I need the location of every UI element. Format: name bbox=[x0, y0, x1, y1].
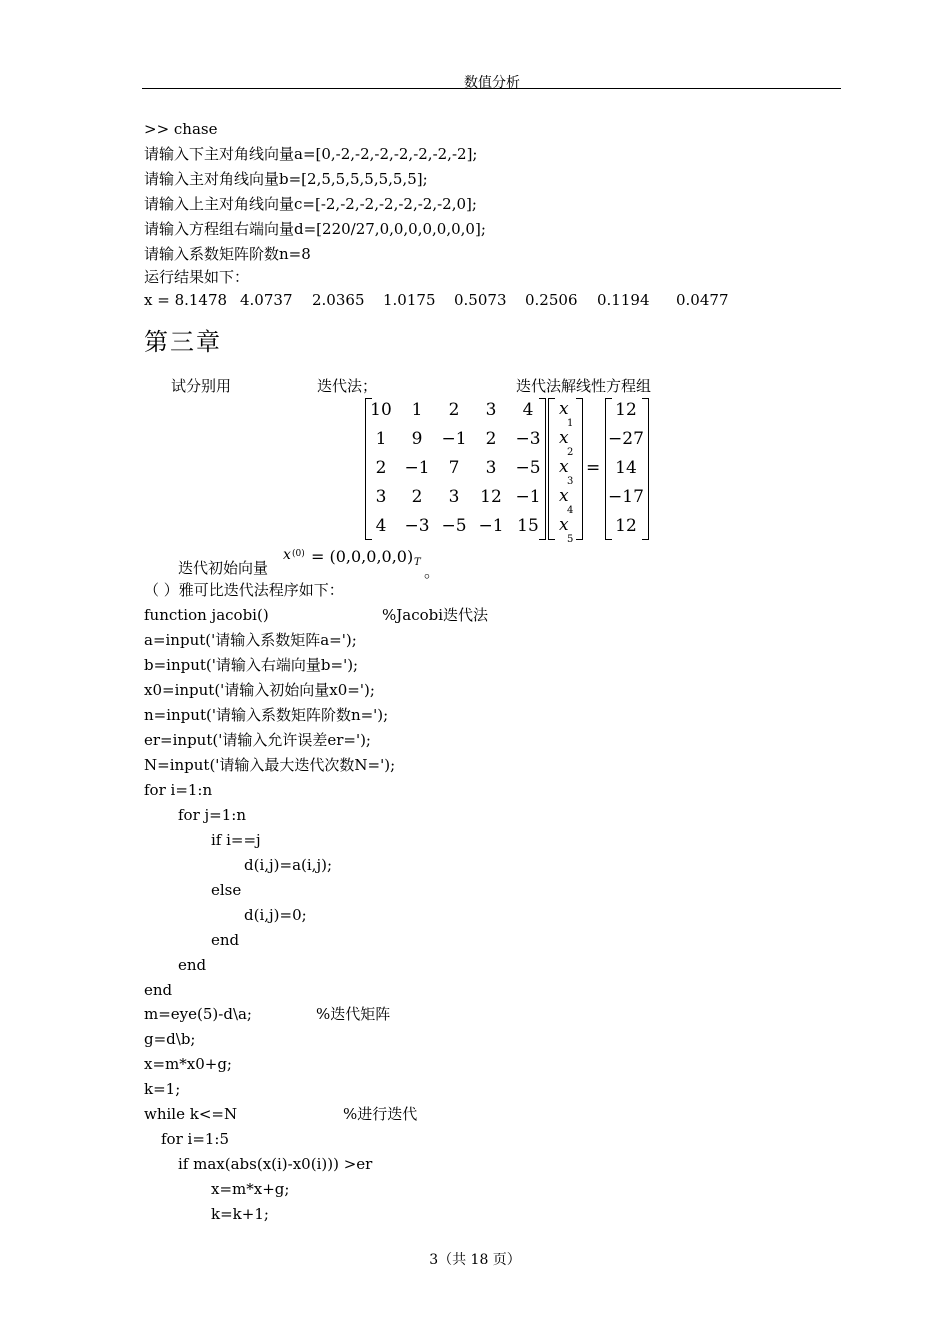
result-value: 0.5073 bbox=[454, 291, 507, 309]
code-line: a=input('请输入系数矩阵a='); bbox=[144, 631, 357, 649]
unknown-x: x bbox=[559, 515, 569, 535]
rhs-cell: 14 bbox=[615, 458, 637, 478]
matrix-cell: −1 bbox=[441, 429, 467, 449]
init-x: x bbox=[283, 547, 291, 563]
section-intro: （ ）雅可比迭代法程序如下： bbox=[144, 581, 344, 599]
result-row bbox=[144, 291, 764, 309]
code-comment: %迭代矩阵 bbox=[316, 1005, 391, 1023]
rhs-cell: 12 bbox=[615, 400, 637, 420]
code-comment: %进行迭代 bbox=[343, 1105, 418, 1123]
matrix-cell: 2 bbox=[411, 487, 423, 507]
code-line: if i==j bbox=[211, 831, 261, 849]
code-line: d(i,j)=0; bbox=[244, 906, 307, 924]
matrix-cell: −5 bbox=[515, 458, 541, 478]
init-value: = (0,0,0,0,0) bbox=[311, 547, 414, 566]
result-value: 0.0477 bbox=[676, 291, 729, 309]
matrix-cell: 10 bbox=[370, 400, 392, 420]
matrix-equation bbox=[362, 396, 662, 545]
console-line: 运行结果如下： bbox=[144, 268, 250, 286]
unknown-subscript: 2 bbox=[567, 447, 574, 458]
code-line: end bbox=[178, 956, 207, 974]
matrix-cell: 3 bbox=[485, 458, 497, 478]
unknown-x: x bbox=[559, 457, 569, 477]
console-line: 请输入下主对角线向量a=[0,-2,-2,-2,-2,-2,-2,-2]; bbox=[144, 145, 478, 163]
matrix-cell: 1 bbox=[375, 429, 387, 449]
matrix-cell: −3 bbox=[404, 516, 430, 536]
result-value: 0.1194 bbox=[597, 291, 650, 309]
code-line: for i=1:n bbox=[144, 781, 213, 799]
result-value: 2.0365 bbox=[312, 291, 365, 309]
code-line: end bbox=[144, 981, 173, 999]
matrix-cell: 4 bbox=[375, 516, 387, 536]
code-line: x=m*x+g; bbox=[211, 1180, 290, 1198]
matrix-cell: 3 bbox=[448, 487, 460, 507]
code-line: m=eye(5)-d\a; bbox=[144, 1005, 252, 1023]
code-line: N=input('请输入最大迭代次数N='); bbox=[144, 756, 396, 774]
matrix-cell: −1 bbox=[404, 458, 430, 478]
init-period: 。 bbox=[424, 562, 441, 581]
matrix-cell: 2 bbox=[485, 429, 497, 449]
code-line: end bbox=[211, 931, 240, 949]
code-line: d(i,j)=a(i,j); bbox=[244, 856, 333, 874]
code-line: k=1; bbox=[144, 1080, 181, 1098]
code-line: for i=1:5 bbox=[161, 1130, 230, 1148]
equals-sign: = bbox=[586, 458, 601, 478]
matrix-cell: 12 bbox=[480, 487, 502, 507]
matrix-cell: −1 bbox=[478, 516, 504, 536]
code-line: b=input('请输入右端向量b='); bbox=[144, 656, 359, 674]
unknown-subscript: 5 bbox=[567, 534, 574, 545]
left-bracket bbox=[548, 398, 555, 540]
matrix-cell: 3 bbox=[485, 400, 497, 420]
unknown-subscript: 3 bbox=[567, 476, 574, 487]
code-line: k=k+1; bbox=[211, 1205, 269, 1223]
matrix-cell: 4 bbox=[522, 400, 534, 420]
code-line: er=input('请输入允许误差er='); bbox=[144, 731, 371, 749]
right-bracket bbox=[576, 398, 583, 540]
code-line: n=input('请输入系数矩阵阶数n='); bbox=[144, 706, 389, 724]
problem-text: 试分别用 bbox=[171, 377, 232, 395]
init-superscript: (0) bbox=[292, 549, 305, 559]
result-value: 0.2506 bbox=[525, 291, 578, 309]
console-line: 请输入方程组右端向量d=[220/27,0,0,0,0,0,0,0]; bbox=[144, 220, 486, 238]
unknown-subscript: 1 bbox=[567, 418, 574, 429]
chapter-title: 第三章 bbox=[144, 328, 222, 356]
matrix-cell: 2 bbox=[448, 400, 460, 420]
matrix-cell: 3 bbox=[375, 487, 387, 507]
problem-text: 迭代法； bbox=[317, 377, 378, 395]
header-rule bbox=[142, 88, 841, 89]
code-line: for j=1:n bbox=[178, 806, 246, 824]
rhs-cell: 12 bbox=[615, 516, 637, 536]
matrix-cell: 7 bbox=[448, 458, 460, 478]
code-line: while k<=N bbox=[144, 1105, 238, 1123]
init-vector-formula bbox=[283, 547, 463, 581]
unknown-x: x bbox=[559, 486, 569, 506]
console-line: 请输入主对角线向量b=[2,5,5,5,5,5,5,5]; bbox=[144, 170, 428, 188]
result-label: x = 8.1478 bbox=[144, 291, 228, 309]
unknown-subscript: 4 bbox=[567, 505, 574, 516]
console-line: 请输入系数矩阵阶数n=8 bbox=[144, 245, 311, 263]
rhs-cell: −17 bbox=[608, 487, 644, 507]
console-line: 请输入上主对角线向量c=[-2,-2,-2,-2,-2,-2,-2,0]; bbox=[144, 195, 477, 213]
console-line: >> chase bbox=[144, 120, 218, 138]
result-value: 1.0175 bbox=[383, 291, 436, 309]
page-header: 数值分析 bbox=[464, 75, 520, 91]
matrix-cell: 15 bbox=[517, 516, 539, 536]
code-line: x0=input('请输入初始向量x0='); bbox=[144, 681, 375, 699]
code-line: x=m*x0+g; bbox=[144, 1055, 232, 1073]
code-line: function jacobi() bbox=[144, 606, 269, 624]
matrix-cell: 9 bbox=[411, 429, 423, 449]
matrix-cell: −1 bbox=[515, 487, 541, 507]
problem-text: 迭代法解线性方程组 bbox=[516, 377, 652, 395]
matrix-cell: −3 bbox=[515, 429, 541, 449]
matrix-cell: 1 bbox=[411, 400, 423, 420]
page-footer: 3（共 18 页） bbox=[429, 1252, 521, 1268]
code-comment: %Jacobi迭代法 bbox=[382, 606, 489, 624]
code-line: if max(abs(x(i)-x0(i))) >er bbox=[178, 1155, 373, 1173]
rhs-cell: −27 bbox=[608, 429, 644, 449]
matrix-cell: −5 bbox=[441, 516, 467, 536]
code-line: else bbox=[211, 881, 242, 899]
unknown-x: x bbox=[559, 399, 569, 419]
init-transpose: T bbox=[414, 557, 421, 568]
init-vector-label: 迭代初始向量 bbox=[178, 559, 269, 577]
result-value: 4.0737 bbox=[240, 291, 293, 309]
matrix-cell: 2 bbox=[375, 458, 387, 478]
unknown-x: x bbox=[559, 428, 569, 448]
code-line: g=d\b; bbox=[144, 1030, 196, 1048]
